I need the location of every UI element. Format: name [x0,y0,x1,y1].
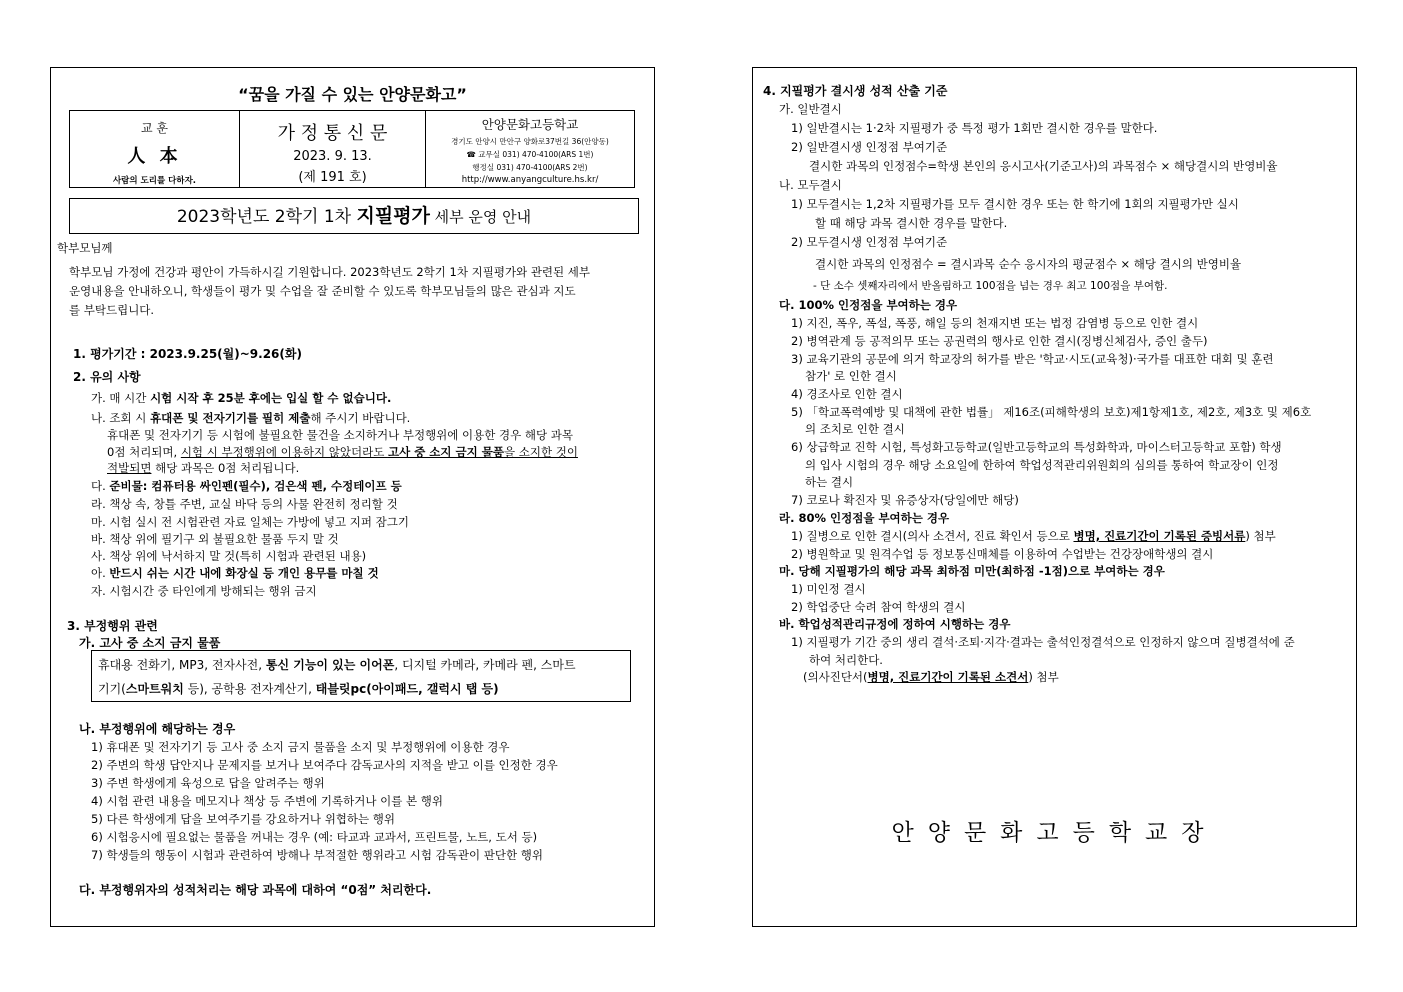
absence-ga-2-formula: 결시한 과목의 인정점수=학생 본인의 응시고사(기준고사)의 과목점수 × 해당결시의 반영비율 [809,159,1278,173]
section-3-heading: 3. 부정행위 관련 [67,619,158,633]
newsletter-header [69,110,635,188]
absence-da-item: 5) 「학교폭력예방 및 대책에 관한 법률」 제16조(피해학생의 보호)제1항제1호, 제2호, 제3호 및 제6호 [791,405,1312,419]
absence-da-item: 참가' 로 인한 결시 [805,369,897,383]
absence-ra-1: 1) 질병으로 인한 결시(의사 소견서, 진료 확인서 등으로 병명, 진료기간이 기록된 증빙서류) 첨부 [791,529,1276,543]
absence-da-item: 4) 경조사로 인한 결시 [791,387,903,401]
prohibited-items-box [91,650,631,702]
absence-na-2-note: - 단 소수 셋째자리에서 반올림하고 100점을 넘는 경우 최고 100점을 부여함. [813,280,1168,292]
title-prefix: 2023학년도 2학기 1차 [176,207,357,227]
cheating-item: 4) 시험 관련 내용을 메모지나 책상 등 주변에 기록하거나 이를 본 행위 [91,794,443,808]
school-phone-1: ☎ 교무실 031) 470-4100(ARS 1번) [466,150,594,159]
absence-na-1: 1) 모두결시는 1,2차 지필평가를 모두 결시한 경우 또는 한 학기에 1회의 지필평가만 실시 [791,197,1239,211]
motto-label: 교 훈 [141,121,168,135]
absence-ma-1: 1) 미인정 결시 [791,582,866,596]
school-info-cell [426,111,634,187]
absence-ra-2: 2) 병원학교 및 원격수업 등 정보통신매체를 이용하여 수업받는 건강장애학생의 결시 [791,547,1214,561]
prohibited-items-line-1: 휴대용 전화기, MP3, 전자사전, 통신 기능이 있는 이어폰, 디지털 카메라, 카메라 펜, 스마트 [98,658,576,672]
notice-na: 나. 조회 시 휴대폰 및 전자기기를 필히 제출해 주시기 바랍니다. [91,411,411,425]
section-3-na: 나. 부정행위에 해당하는 경우 [79,722,236,736]
intro-line-1: 학부모님 가정에 건강과 평안이 가득하시길 기원합니다. 2023학년도 2학기 1차 지필평가와 관련된 세부 [69,265,591,279]
absence-na-2-formula: 결시한 과목의 인정점수 = 결시과목 순수 응시자의 평균점수 × 해당 결시의 반영비율 [815,257,1242,271]
section-2-heading: 2. 유의 사항 [73,370,141,384]
notice-da: 다. 준비물: 컴퓨터용 싸인펜(필수), 검은색 펜, 수정테이프 등 [91,479,402,493]
motto-value: 人 本 [127,146,182,167]
title-emphasis: 지필평가 [356,205,430,227]
cheating-item: 1) 휴대폰 및 전자기기 등 고사 중 소지 금지 물품을 소지 및 부정행위에 이용한 경우 [91,740,510,754]
principal-signature: 안양문화고등학교장 [891,820,1218,846]
absence-da-item: 7) 코로나 확진자 및 유증상자(당일에만 해당) [791,493,1019,507]
notice-ma: 마. 시험 실시 전 시험관련 자료 일체는 가방에 넣고 지퍼 잠그기 [91,515,409,529]
title-suffix: 세부 운영 안내 [429,208,532,226]
school-motto: “꿈을 가질 수 있는 안양문화고” [238,85,467,104]
greeting: 학부모님께 [57,241,113,255]
newsletter-title: 가 정 통 신 문 [277,123,388,144]
absence-ga-2: 2) 일반결시생 인정점 부여기준 [791,140,948,154]
left-page [50,67,655,927]
absence-da-item: 2) 병역관계 등 공적의무 또는 공권력의 행사로 인한 결시(징병신체검사, 증인 출두) [791,334,1208,348]
absence-na: 나. 모두결시 [779,178,842,192]
absence-da-item: 의 조치로 인한 결시 [805,422,905,436]
motto-subtitle: 사람의 도리를 다하자. [112,176,197,186]
absence-ba: 바. 학업성적관리규정에 정하여 시행하는 경우 [779,617,1011,631]
cheating-item: 3) 주변 학생에게 육성으로 답을 알려주는 행위 [91,776,325,790]
absence-ga: 가. 일반결시 [779,102,842,116]
motto-cell [70,111,240,187]
absence-ba-1-line-2: 하여 처리한다. [809,653,883,667]
absence-da-item: 1) 지진, 폭우, 폭설, 폭풍, 해일 등의 천재지변 또는 법정 감염병 등으로 인한 결시 [791,316,1199,330]
absence-da-item: 6) 상급학교 진학 시험, 특성화고등학교(일반고등학교의 특성화학과, 마이스터고등학교 포함) 학생 [791,440,1282,454]
cheating-item: 2) 주변의 학생 답안지나 문제지를 보거나 보여주다 감독교사의 지적을 받고 이를 인정한 경우 [91,758,558,772]
section-4-heading: 4. 지필평가 결시생 성적 산출 기준 [763,84,948,98]
notice-ja: 자. 시험시간 중 타인에게 방해되는 행위 금지 [91,584,317,598]
section-3-ga: 가. 고사 중 소지 금지 물품 [79,636,221,650]
absence-ra: 라. 80% 인정점을 부여하는 경우 [779,511,950,525]
intro-line-2: 운영내용을 안내하오니, 학생들이 평가 및 수업을 잘 준비할 수 있도록 학부모님들의 많은 관심과 지도 [69,284,576,298]
absence-da-item: 3) 교육기관의 공문에 의거 학교장의 허가를 받은 '학교·시도(교육청)·국가를 대표한 대회 및 훈련 [791,352,1274,366]
absence-da-item: 의 입사 시험의 경우 해당 소요일에 한하여 학업성적관리위원회의 심의를 통하여 학교장이 인정 [805,458,1279,472]
school-name: 안양문화고등학교 [481,117,579,132]
absence-na-1-line-2: 할 때 해당 과목 결시한 경우를 말한다. [815,216,1008,230]
school-website[interactable]: http://www.anyangculture.hs.kr/ [461,175,599,185]
notice-na-line-2: 휴대폰 및 전자기기 등 시험에 불필요한 물건을 소지하거나 부정행위에 이용한 경우 해당 과목 [107,428,574,442]
absence-da-item: 하는 결시 [805,475,854,489]
section-1-period: 1. 평가기간 : 2023.9.25(월)~9.26(화) [73,347,302,361]
newsletter-issue: (제 191 호) [298,170,367,185]
document-title [69,198,639,234]
newsletter-date: 2023. 9. 13. [293,149,372,164]
notice-sa: 사. 책상 위에 낙서하지 말 것(특히 시험과 관련된 내용) [91,549,367,563]
absence-ma: 마. 당해 지필평가의 해당 과목 최하점 미만(최하점 -1점)으로 부여하는 경우 [779,564,1165,578]
notice-ba: 바. 책상 위에 필기구 외 불필요한 물품 두지 말 것 [91,532,339,546]
notice-na-line-4: 적발되면 해당 과목은 0점 처리됩니다. [107,461,300,475]
prohibited-items-line-2: 기기(스마트워치 등), 공학용 전자계산기, 태블릿pc(아이패드, 갤럭시 탭 등) [98,682,499,696]
notice-ga: 가. 매 시간 시험 시작 후 25분 후에는 입실 할 수 없습니다. [91,391,392,405]
notice-a: 아. 반드시 쉬는 시간 내에 화장실 등 개인 용무를 마칠 것 [91,566,379,580]
cheating-item: 5) 다른 학생에게 답을 보여주기를 강요하거나 위협하는 행위 [91,812,396,826]
absence-ma-2: 2) 학업중단 숙려 참여 학생의 결시 [791,600,966,614]
cheating-item: 7) 학생들의 행동이 시험과 관련하여 방해나 부적절한 행위라고 시험 감독관이 판단한 행위 [91,848,543,862]
cheating-item: 6) 시험응시에 필요없는 물품을 꺼내는 경우 (예: 타교과 교과서, 프린트물, 노트, 도서 등) [91,830,538,844]
school-address: 경기도 안양시 만안구 양화로37번길 36(안양동) [451,137,609,146]
absence-ba-1-line-3: (의사진단서(병명, 진료기간이 기록된 소견서) 첨부 [803,670,1059,684]
right-page [752,67,1357,927]
section-3-da: 다. 부정행위자의 성적처리는 해당 과목에 대하여 “0점” 처리한다. [79,883,432,897]
newsletter-cell [240,111,426,187]
notice-na-line-3: 0점 처리되며, 시험 시 부정행위에 이용하지 않았더라도 고사 중 소지 금지 물품을 소지한 것이 [107,445,578,459]
intro-line-3: 를 부탁드립니다. [69,303,155,317]
notice-ra: 라. 책상 속, 창틀 주변, 교실 바닥 등의 사물 완전히 정리할 것 [91,497,398,511]
absence-ga-1: 1) 일반결시는 1·2차 지필평가 중 특정 평가 1회만 결시한 경우를 말한다. [791,121,1158,135]
absence-na-2: 2) 모두결시생 인정점 부여기준 [791,235,948,249]
absence-da: 다. 100% 인정점을 부여하는 경우 [779,298,958,312]
absence-ba-1: 1) 지필평가 기간 중의 생리 결석·조퇴·지각·결과는 출석인정결석으로 인정하지 않으며 질병결석에 준 [791,635,1295,649]
school-phone-2: 행정실 031) 470-4100(ARS 2번) [472,163,588,172]
